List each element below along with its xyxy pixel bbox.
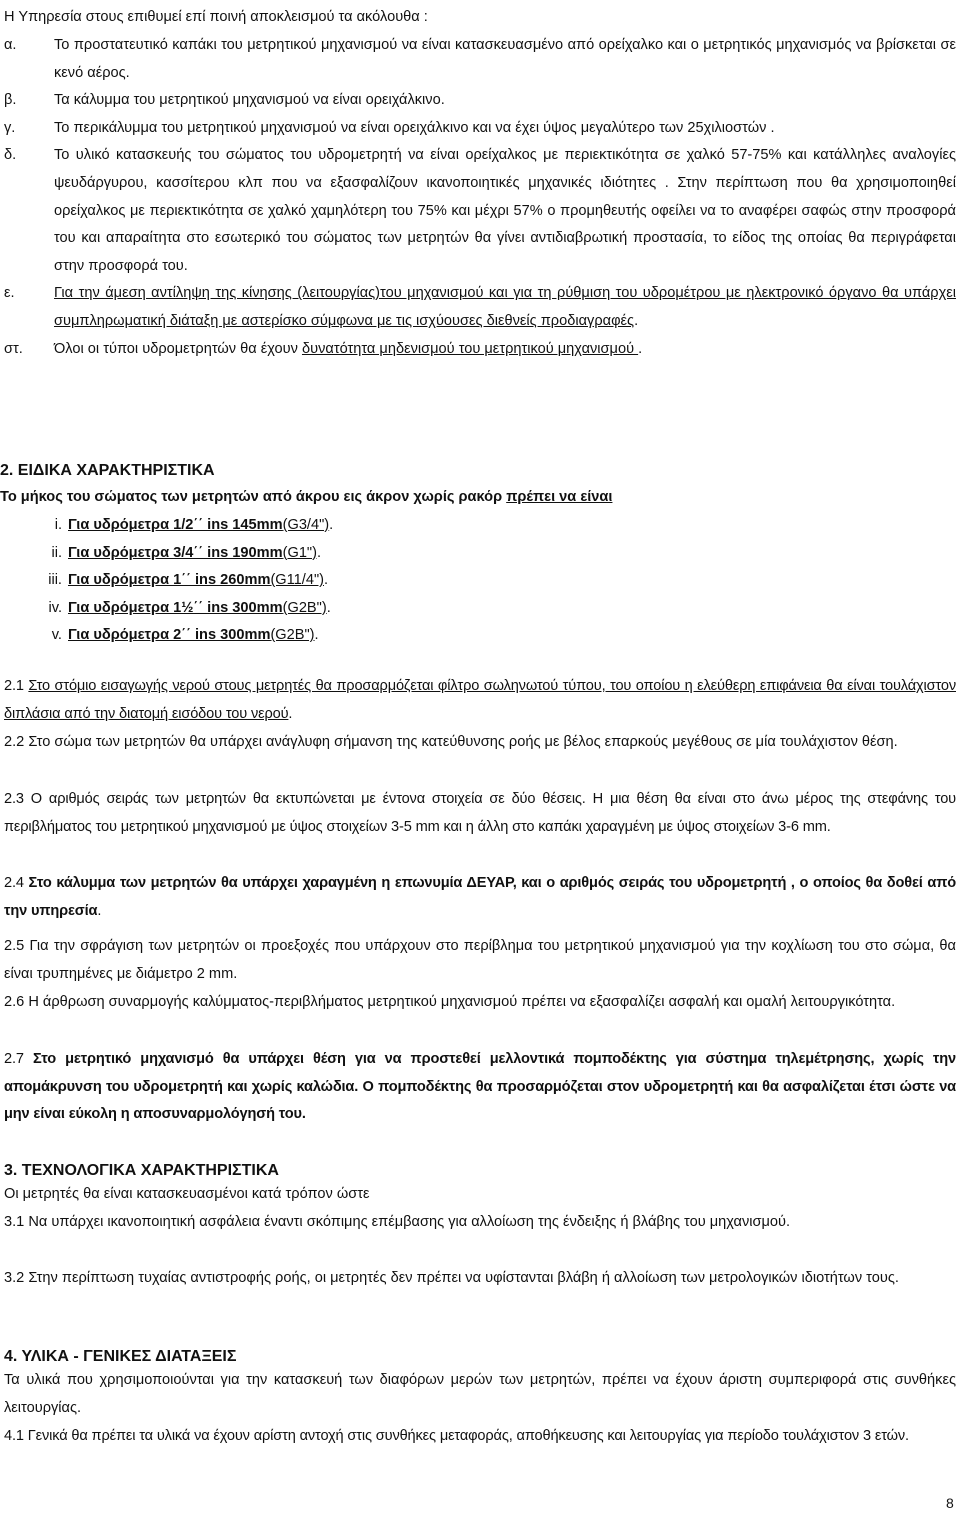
paragraph-2-7 [4, 1046, 956, 1129]
section-2-lead [0, 484, 956, 512]
requirement-text: Το υλικό κατασκευής του σώματος του υδρομετρητή να είναι ορείχαλκος με περιεκτικότητα σε χαλκό 57-75% και κατάλληλες αναλογίες ψευδάργυρου, κασσίτερου κλπ που να εξασφαλίζουν ικανοποιητικές μηχανικές ιδιότητες . Στην περίπτωση που θα χρησιμοποιηθεί ορείχαλκος με περιεκτικότητα σε χαλκό χαμηλότερη του 75% και μέχρι 57% ο προμηθευτής οφείλει να το αναφέρει σαφώς στην προσφορά του και απαραίτητα στο εσωτερικό του σώματος των μετρητών θα γίνει αντιδιαβρωτική προστασία, το είδος της οποίας θα περιγράφεται στην προσφορά του. [54, 147, 956, 274]
length-item-label: iii. [48, 572, 62, 589]
requirement-tail: . [634, 312, 639, 329]
length-item-text [68, 540, 317, 568]
paragraph-bold-text: Στο μετρητικό μηχανισμό θα υπάρχει θέση για να προστεθεί μελλοντικά πομποδέκτης για σύστημα τηλεμέτρησης, χωρίς την απομάκρυνση του υδρομετρητή και χωρίς καλώδια. Ο πομποδέκτης θα προσαρμόζεται στον υδρομετρητή και θα ασφαλίζεται έτσι ώστε να μην είναι εύκολη η αποσυναρμολόγησή του. [4, 1051, 956, 1123]
section-2-lead-bold: Το μήκος του σώματος των μετρητών από άκρου εις άκρον χωρίς ρακόρ [0, 489, 507, 505]
length-item-label: iv. [48, 599, 62, 616]
length-item-tail: . [329, 517, 334, 533]
section-3-lead: Οι μετρητές θα είναι κατασκευασμένοι κατά τρόπον ώστε [4, 1186, 370, 1202]
paragraph-bold-text: Στο κάλυμμα των μετρητών θα υπάρχει χαραγμένη η επωνυμία ΔΕΥΑΡ, και ο αριθμός σειράς του υδρομετρητή , ο οποίος θα δοθεί από την υπηρεσία [4, 875, 956, 919]
requirement-label: στ. [4, 340, 23, 357]
length-item-text [68, 567, 324, 595]
paragraph-4-1: 4.1 Γενικά θα πρέπει τα υλικά να έχουν αρίστη αντοχή στις συνθήκες μεταφοράς, αποθήκευσης και λειτουργίας για περίοδο τουλάχιστον 3 ετών. [4, 1428, 909, 1444]
requirement-text: Το περικάλυμμα του μετρητικού μηχανισμού να είναι ορειχάλκινο και να έχει ύψος μεγαλύτερο των 25χιλιοστών . [54, 119, 775, 136]
paragraph-number: 2.1 [4, 678, 29, 694]
requirement-e [4, 280, 956, 335]
requirement-underlined-text: Για την άμεση αντίληψη της κίνησης (λειτουργίας)του μηχανισμού και για τη ρύθμιση του υδρομέτρου με ηλεκτρονικό όργανο θα υπάρχει συμπληρωματική διάταξη με αστερίσκο σύμφωνα με τις ισχύουσες διεθνείς προδιαγραφές [54, 285, 956, 329]
requirement-label: α. [4, 37, 17, 53]
length-item-plain: (G2B") [270, 627, 315, 644]
section-3-heading: 3. ΤΕΧΝΟΛΟΓΙΚΑ ΧΑΡΑΚΤΗΡΙΣΤΙΚΑ [4, 1162, 279, 1179]
paragraph-underlined-text: Στο στόμιο εισαγωγής νερού στους μετρητές θα προσαρμόζεται φίλτρο σωληνωτού τύπου, του οποίου η ελεύθερη επιφάνεια θα είναι τουλάχιστον διπλάσια από την διατομή εισόδου του νερού [4, 678, 956, 722]
length-item-tail: . [316, 544, 322, 561]
section-2-lead-bold-underlined: πρέπει να είναι [506, 489, 613, 505]
paragraph-2-5: 2.5 Για την σφράγιση των μετρητών οι προεξοχές που υπάρχουν στο περίβλημα του μετρητικού μηχανισμού για την κοχλίωση του στο σώμα, θα είναι τρυπημένες με διάμετρο 2 mm. [4, 938, 956, 982]
section-4-lead: Τα υλικά που χρησιμοποιούνται για την κατασκευή των διαφόρων μερών των μετρητών, πρέπει να έχουν άριστη συμπεριφορά στις συνθήκες λειτουργίας. [4, 1372, 956, 1416]
length-item-label: ii. [51, 544, 62, 561]
length-item-tail: . [314, 627, 319, 644]
paragraph-2-1 [4, 673, 956, 728]
requirement-underlined-text: δυνατότητα μηδενισμού του μετρητικού μηχανισμού [301, 340, 639, 357]
requirements-list [4, 32, 956, 363]
length-item-text [68, 622, 315, 650]
requirement-text: Το προστατευτικό καπάκι του μετρητικού μηχανισμού να είναι κατασκευασμένο από ορείχαλκο και ο μετρητικός μηχανισμός να βρίσκεται σε κενό αέρος. [54, 37, 956, 81]
section-4-heading: 4. ΥΛΙΚΑ - ΓΕΝΙΚΕΣ ΔΙΑΤΑΞΕΙΣ [4, 1348, 237, 1365]
requirement-label: δ. [4, 147, 17, 164]
length-item-plain: (G2B") [282, 599, 327, 616]
intro-text: Η Υπηρεσία στους επιθυμεί επί ποινή αποκλεισμού τα ακόλουθα : [4, 9, 428, 25]
length-item-plain: (G11/4") [270, 572, 325, 589]
length-item [4, 540, 333, 568]
paragraph-2-4 [4, 870, 956, 925]
section-2-heading: 2. ΕΙΔΙΚΑ ΧΑΡΑΚΤΗΡΙΣΤΙΚΑ [0, 462, 215, 479]
paragraph-3-1: 3.1 Να υπάρχει ικανοποιητική ασφάλεια έναντι σκόπιμης επέμβασης για αλλοίωση της ένδειξης ή βλάβης του μηχανισμού. [4, 1214, 791, 1230]
length-item-bold: Για υδρόμετρα 1½΄΄ ins 300mm [68, 599, 283, 616]
length-item-text [68, 512, 329, 540]
length-item-text [68, 595, 327, 623]
paragraph-number: 2.4 [4, 875, 29, 891]
length-list [4, 512, 333, 650]
paragraph-2-2: 2.2 Στο σώμα των μετρητών θα υπάρχει ανάγλυφη σήμανση της κατεύθυνσης ροής με βέλος επαρκούς μεγέθους σε μία τουλάχιστον θέση. [4, 734, 898, 750]
length-item [4, 622, 333, 650]
page-number: 8 [946, 1495, 954, 1511]
length-item-label: i. [54, 517, 62, 533]
requirement-label: ε. [4, 285, 15, 302]
paragraph-tail: . [97, 902, 102, 919]
length-item-tail: . [324, 572, 329, 589]
requirement-label: γ. [4, 119, 16, 136]
length-item-plain: (G3/4") [282, 517, 330, 533]
requirement-text [54, 336, 956, 364]
length-item-label: v. [51, 627, 62, 644]
paragraph-2-3: 2.3 Ο αριθμός σειράς των μετρητών θα εκτυπώνεται με έντονα στοιχεία σε δύο θέσεις. Η μια θέση θα είναι στο άνω μέρος της στεφάνης του περιβλήματος του μετρητικού μηχανισμού με ύψος στοιχείων 3-5 mm και η άλλη στο καπάκι χαραγμένη με ύψος στοιχείων 3-6 mm. [4, 791, 956, 835]
length-item-tail: . [326, 599, 331, 616]
requirement-c [4, 115, 956, 143]
requirement-label: β. [4, 92, 17, 109]
length-item-bold: Για υδρόμετρα 2΄΄ ins 300mm [68, 627, 271, 644]
paragraph-2-6: 2.6 Η άρθρωση συναρμογής καλύμματος-περιβλήματος μετρητικού μηχανισμού πρέπει να εξασφαλίζει ασφαλή και ομαλή λειτουργικότητα. [4, 994, 896, 1010]
length-item-bold: Για υδρόμετρα 3/4΄΄ ins 190mm [68, 544, 283, 561]
requirement-f [4, 336, 956, 364]
requirement-text [54, 280, 956, 335]
length-item [4, 567, 333, 595]
length-item [4, 512, 333, 540]
length-item-bold: Για υδρόμετρα 1/2΄΄ ins 145mm [68, 517, 283, 533]
requirement-a [4, 32, 956, 87]
requirement-plain-text: Όλοι οι τύποι υδρομετρητών θα έχουν [54, 340, 302, 357]
length-item [4, 595, 333, 623]
paragraph-tail: . [288, 705, 293, 722]
requirement-tail: . [638, 340, 643, 357]
requirement-b [4, 87, 956, 115]
length-item-plain: (G1") [282, 544, 317, 561]
requirement-text: Τα κάλυμμα του μετρητικού μηχανισμού να είναι ορειχάλκινο. [54, 92, 445, 109]
paragraph-number: 2.7 [4, 1051, 33, 1067]
paragraph-3-2: 3.2 Στην περίπτωση τυχαίας αντιστροφής ροής, οι μετρητές δεν πρέπει να υφίστανται βλάβη ή αλλοίωση των μετρολογικών ιδιοτήτων τους. [4, 1270, 899, 1286]
length-item-bold: Για υδρόμετρα 1΄΄ ins 260mm [68, 572, 271, 589]
requirement-d [4, 142, 956, 280]
